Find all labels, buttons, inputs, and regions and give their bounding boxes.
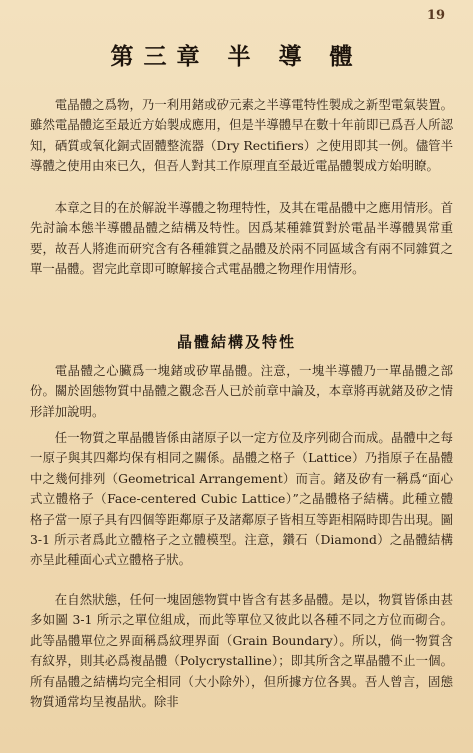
paragraph-chapter-purpose: 本章之目的在於解說半導體之物理特性，及其在電晶體中之應用情形。首先討論本態半導體晶體之結構及特性。因爲某種雜質對於電晶半導體異常重要，故吾人將進而研究含有各種雜質之晶體及於兩不同區域含有兩不同雜質之單一晶體。習完此章即可瞭解接合式電晶體之物理作用情形。 xyxy=(30,200,453,277)
chapter-title: 第三章 半 導 體 xyxy=(110,43,363,70)
paragraph-polycrystalline: 在自然狀態，任何一塊固態物質中皆含有甚多晶體。是以，物質皆係由甚多如圖 3-1 所示之單位組成，而此等單位又彼此以各種不同之方位而砌合。此等晶體單位之界面稱爲紋理界面（Grain Boundary）。所以，倘一物質含有紋界，則其必爲複晶體（Polycrystalline）；即其所含之單晶體不止一個。所有晶體之結構均完全相同（大小除外），但所據方位各異。吾人曾言，固態物質通常均呈複晶狀。除非 xyxy=(30,592,453,710)
paragraph-intro: 電晶體之爲物，乃一利用鍺或矽元素之半導電特性製成之新型電氣裝置。雖然電晶體迄至最近方始製成應用，但是半導體早在數十年前即已爲吾人所認知，硒質或氧化銅式固體整流器（Dry Rectifiers）之使用即其一例。儘管半導體之使用由來已久，但吾人對其工作原理直至最近電晶體製成方始明瞭。 xyxy=(30,97,453,174)
page-number: 19 xyxy=(426,8,445,23)
paragraph-crystal-heart: 電晶體之心臟爲一塊鍺或矽單晶體。注意，一塊半導體乃一單晶體之部份。關於固態物質中晶體之觀念吾人已於前章中論及，本章將再就鍺及矽之情形詳加說明。 xyxy=(30,363,453,419)
section-heading-crystal-structure: 晶體結構及特性 xyxy=(176,333,296,351)
paragraph-lattice: 任一物質之單晶體皆係由諸原子以一定方位及序列砌合而成。晶體中之每一原子與其四鄰均保有相同之關係。晶體之格子（Lattice）乃指原子在晶體中之幾何排列（Geometrical Arrangement）而言。鍺及矽有一稱爲“面心式立體格子（Face-centered Cubic Lattice）”之晶體格子結構。此種立體格子當一原子具有四個等距鄰原子及諸鄰原子皆相互等距相隔時即告出現。圖 3-1 所示者爲此立體格子之立體模型。注意，鑽石（Diamond）之晶體結構亦呈此種面心式立體格子狀。 xyxy=(30,430,453,568)
